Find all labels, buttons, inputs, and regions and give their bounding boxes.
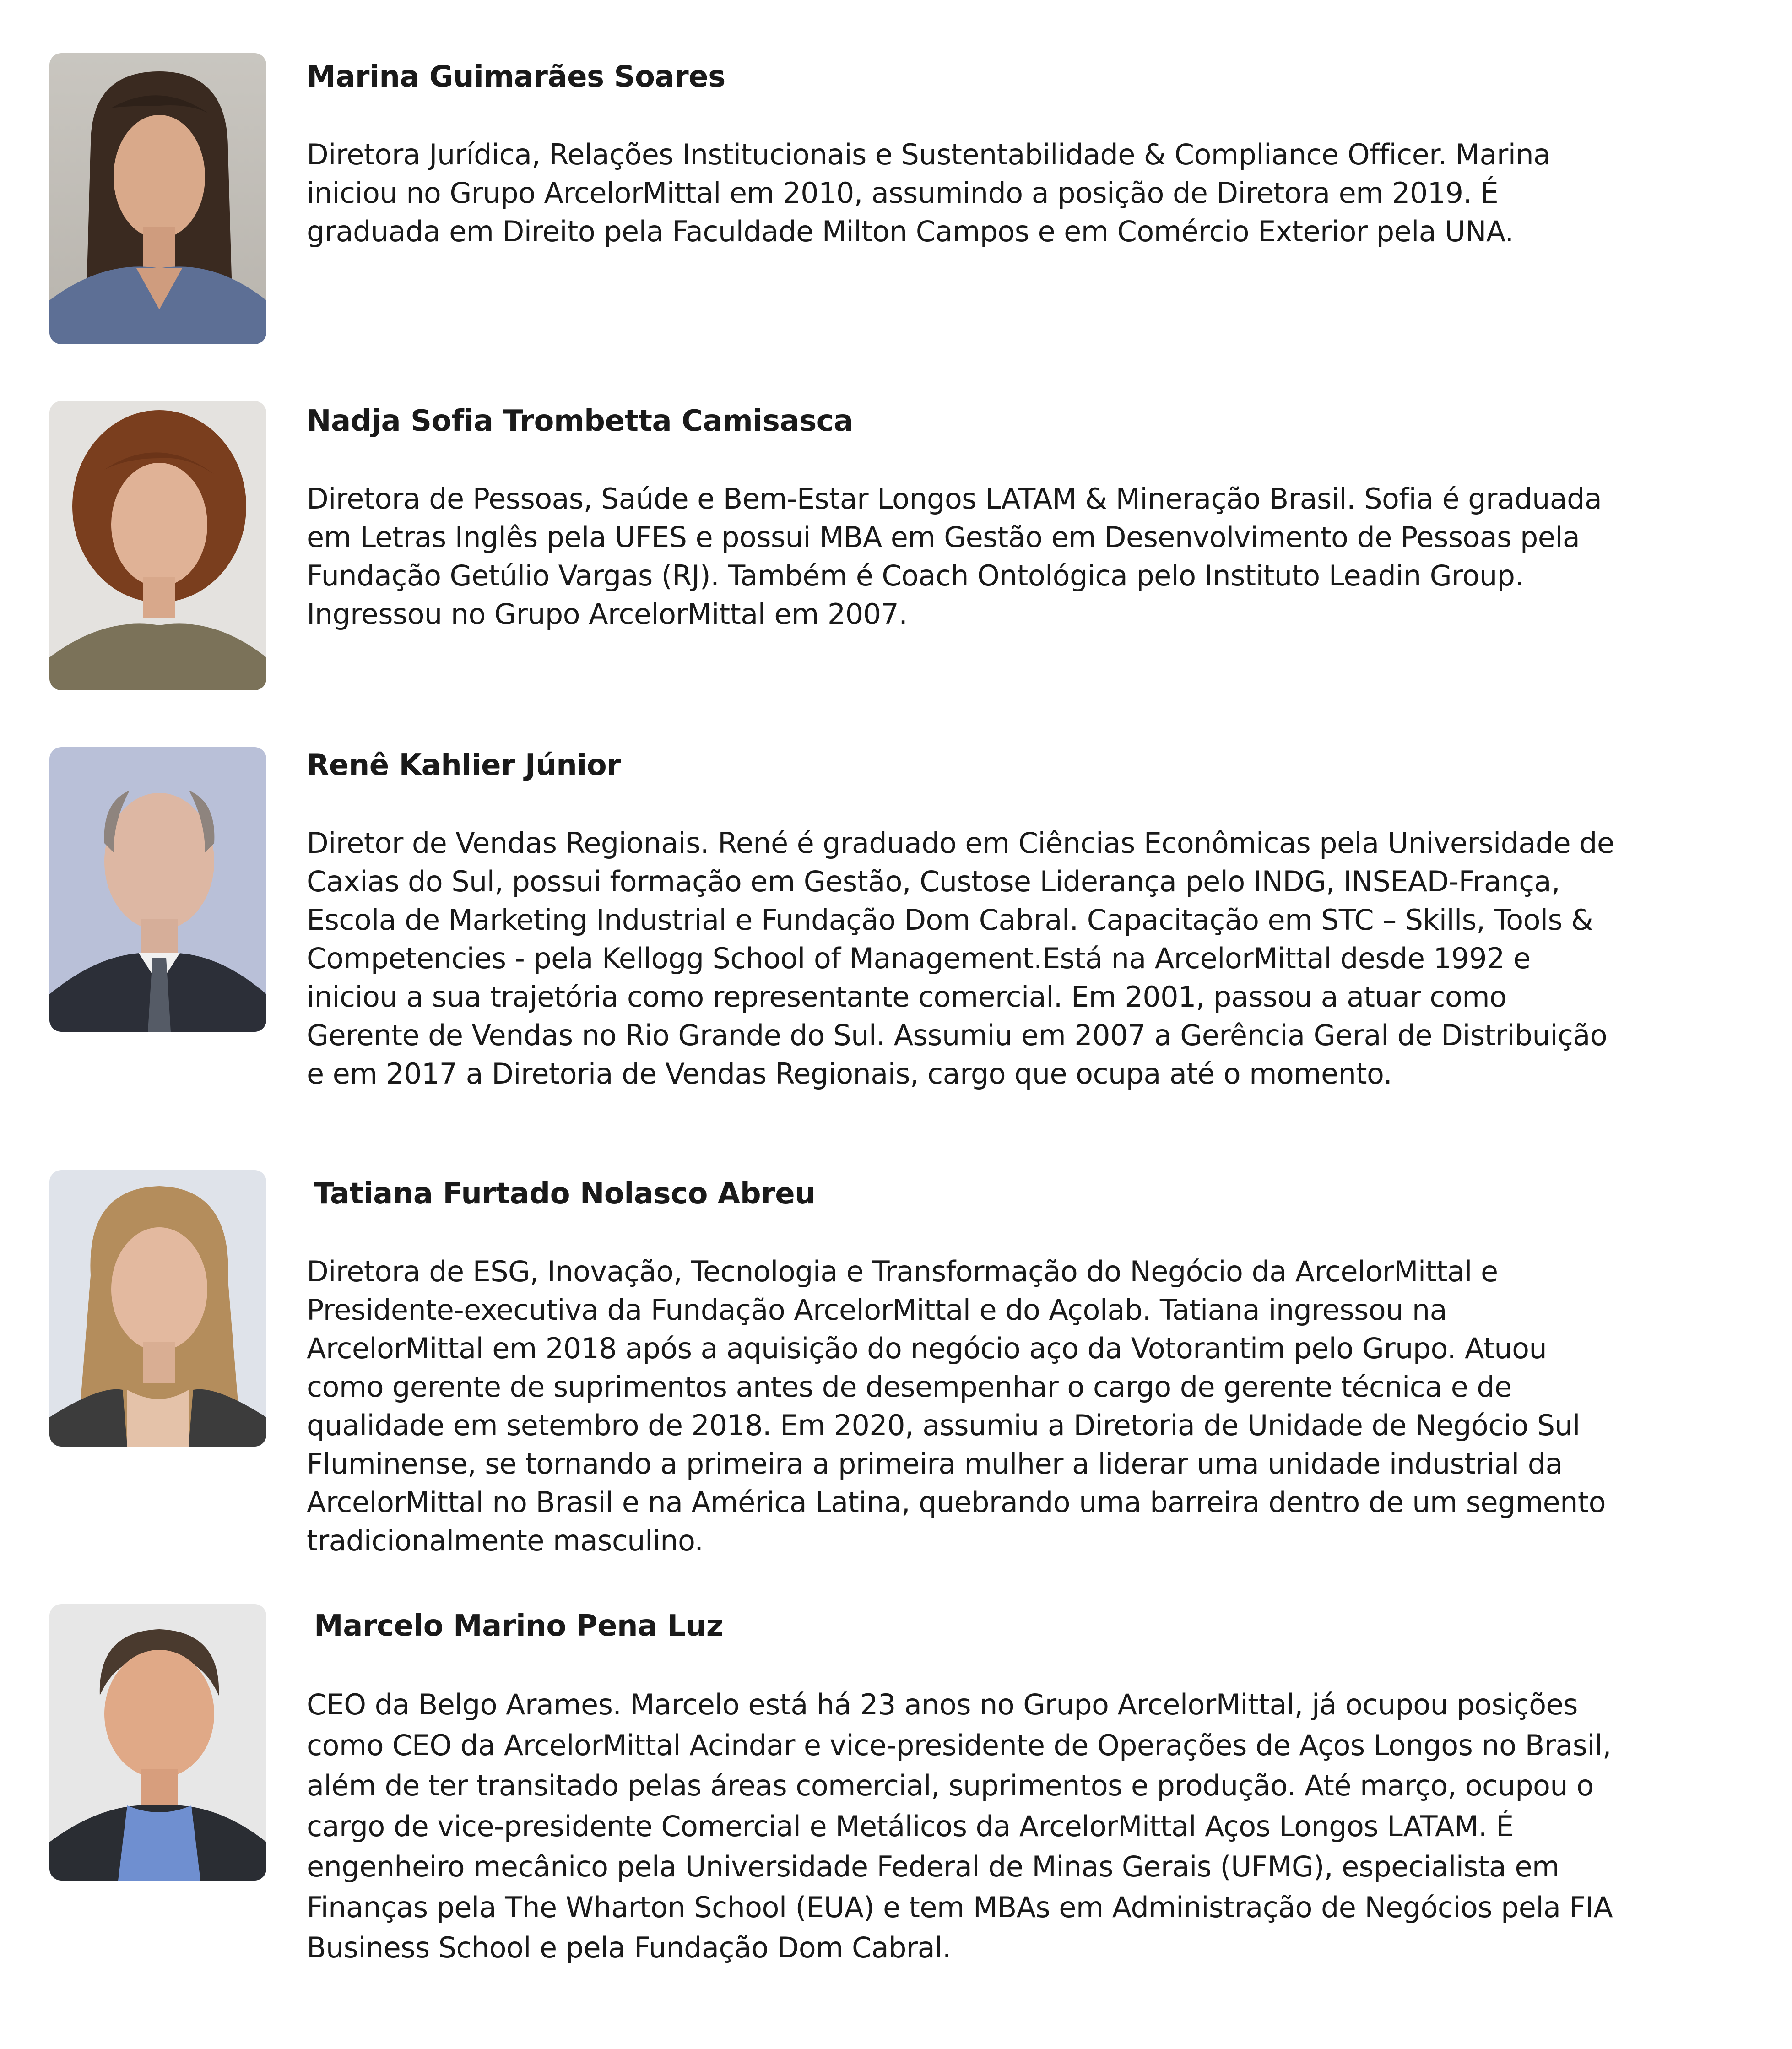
person-name: Marcelo Marino Pena Luz: [314, 1609, 723, 1643]
person-bio: Diretora de ESG, Inovação, Tecnologia e Transformação do Negócio da ArcelorMittal e Presidente-executiva da Fundação ArcelorMittal e do Açolab. Tatiana ingressou na ArcelorMittal em 2018 após a aquisição do negócio aço da Votorantim pelo Grupo. Atuou como gerente de suprimentos antes de desempenhar o cargo de gerente técnica e de qualidade em setembro de 2018. Em 2020, assumiu a Diretoria de Unidade de Negócio Sul Fluminense, se tornando a primeira a primeira mulher a liderar uma unidade industrial da ArcelorMittal no Brasil e na América Latina, quebrando uma barreira dentro de um segmento tradicionalmente masculino.: [307, 1255, 1606, 1557]
portrait-photo: [49, 1170, 266, 1447]
person-bio: Diretora Jurídica, Relações Institucionais e Sustentabilidade & Compliance Officer. Marina iniciou no Grupo ArcelorMittal em 2010, assumindo a posição de Diretora em 2019. É graduada em Direito pela Faculdade Milton Campos e em Comércio Exterior pela UNA.: [307, 138, 1551, 248]
portrait-image: [49, 1170, 266, 1447]
portrait-photo: [49, 401, 266, 690]
portrait-image: [49, 401, 266, 690]
person-name: Tatiana Furtado Nolasco Abreu: [314, 1177, 816, 1211]
person-name: Nadja Sofia Trombetta Camisasca: [307, 404, 853, 438]
portrait-photo: [49, 1604, 266, 1881]
person-name: Renê Kahlier Júnior: [307, 748, 621, 782]
person-bio: Diretora de Pessoas, Saúde e Bem-Estar Longos LATAM & Mineração Brasil. Sofia é graduada em Letras Inglês pela UFES e possui MBA em Gestão em Desenvolvimento de Pessoas pela Fundação Getúlio Vargas (RJ). Também é Coach Ontológica pelo Instituto Leadin Group. Ingressou no Grupo ArcelorMittal em 2007.: [307, 482, 1602, 631]
person-bio: Diretor de Vendas Regionais. René é graduado em Ciências Econômicas pela Universidade de Caxias do Sul, possui formação em Gestão, Custose Liderança pelo INDG, INSEAD-França, Escola de Marketing Industrial e Fundação Dom Cabral. Capacitação em STC – Skills, Tools & Competencies - pela Kellogg School of Management.Está na ArcelorMittal desde 1992 e iniciou a sua trajetória como representante comercial. Em 2001, passou a atuar como Gerente de Vendas no Rio Grande do Sul. Assumiu em 2007 a Gerência Geral de Distribuição e em 2017 a Diretoria de Vendas Regionais, cargo que ocupa até o momento.: [307, 826, 1614, 1090]
person-bio: CEO da Belgo Arames. Marcelo está há 23 anos no Grupo ArcelorMittal, já ocupou posições como CEO da ArcelorMittal Acindar e vice-presidente de Operações de Aços Longos no Brasil, além de ter transitado pelas áreas comercial, suprimentos e produção. Até março, ocupou o cargo de vice-presidente Comercial e Metálicos da ArcelorMittal Aços Longos LATAM. É engenheiro mecânico pela Universidade Federal de Minas Gerais (UFMG), especialista em Finanças pela The Wharton School (EUA) e tem MBAs em Administração de Negócios pela FIA Business School e pela Fundação Dom Cabral.: [307, 1688, 1613, 1964]
portrait-photo: [49, 747, 266, 1032]
portrait-photo: [49, 53, 266, 344]
portrait-image: [49, 53, 266, 344]
person-name: Marina Guimarães Soares: [307, 60, 725, 94]
portrait-image: [49, 747, 266, 1032]
portrait-image: [49, 1604, 266, 1881]
